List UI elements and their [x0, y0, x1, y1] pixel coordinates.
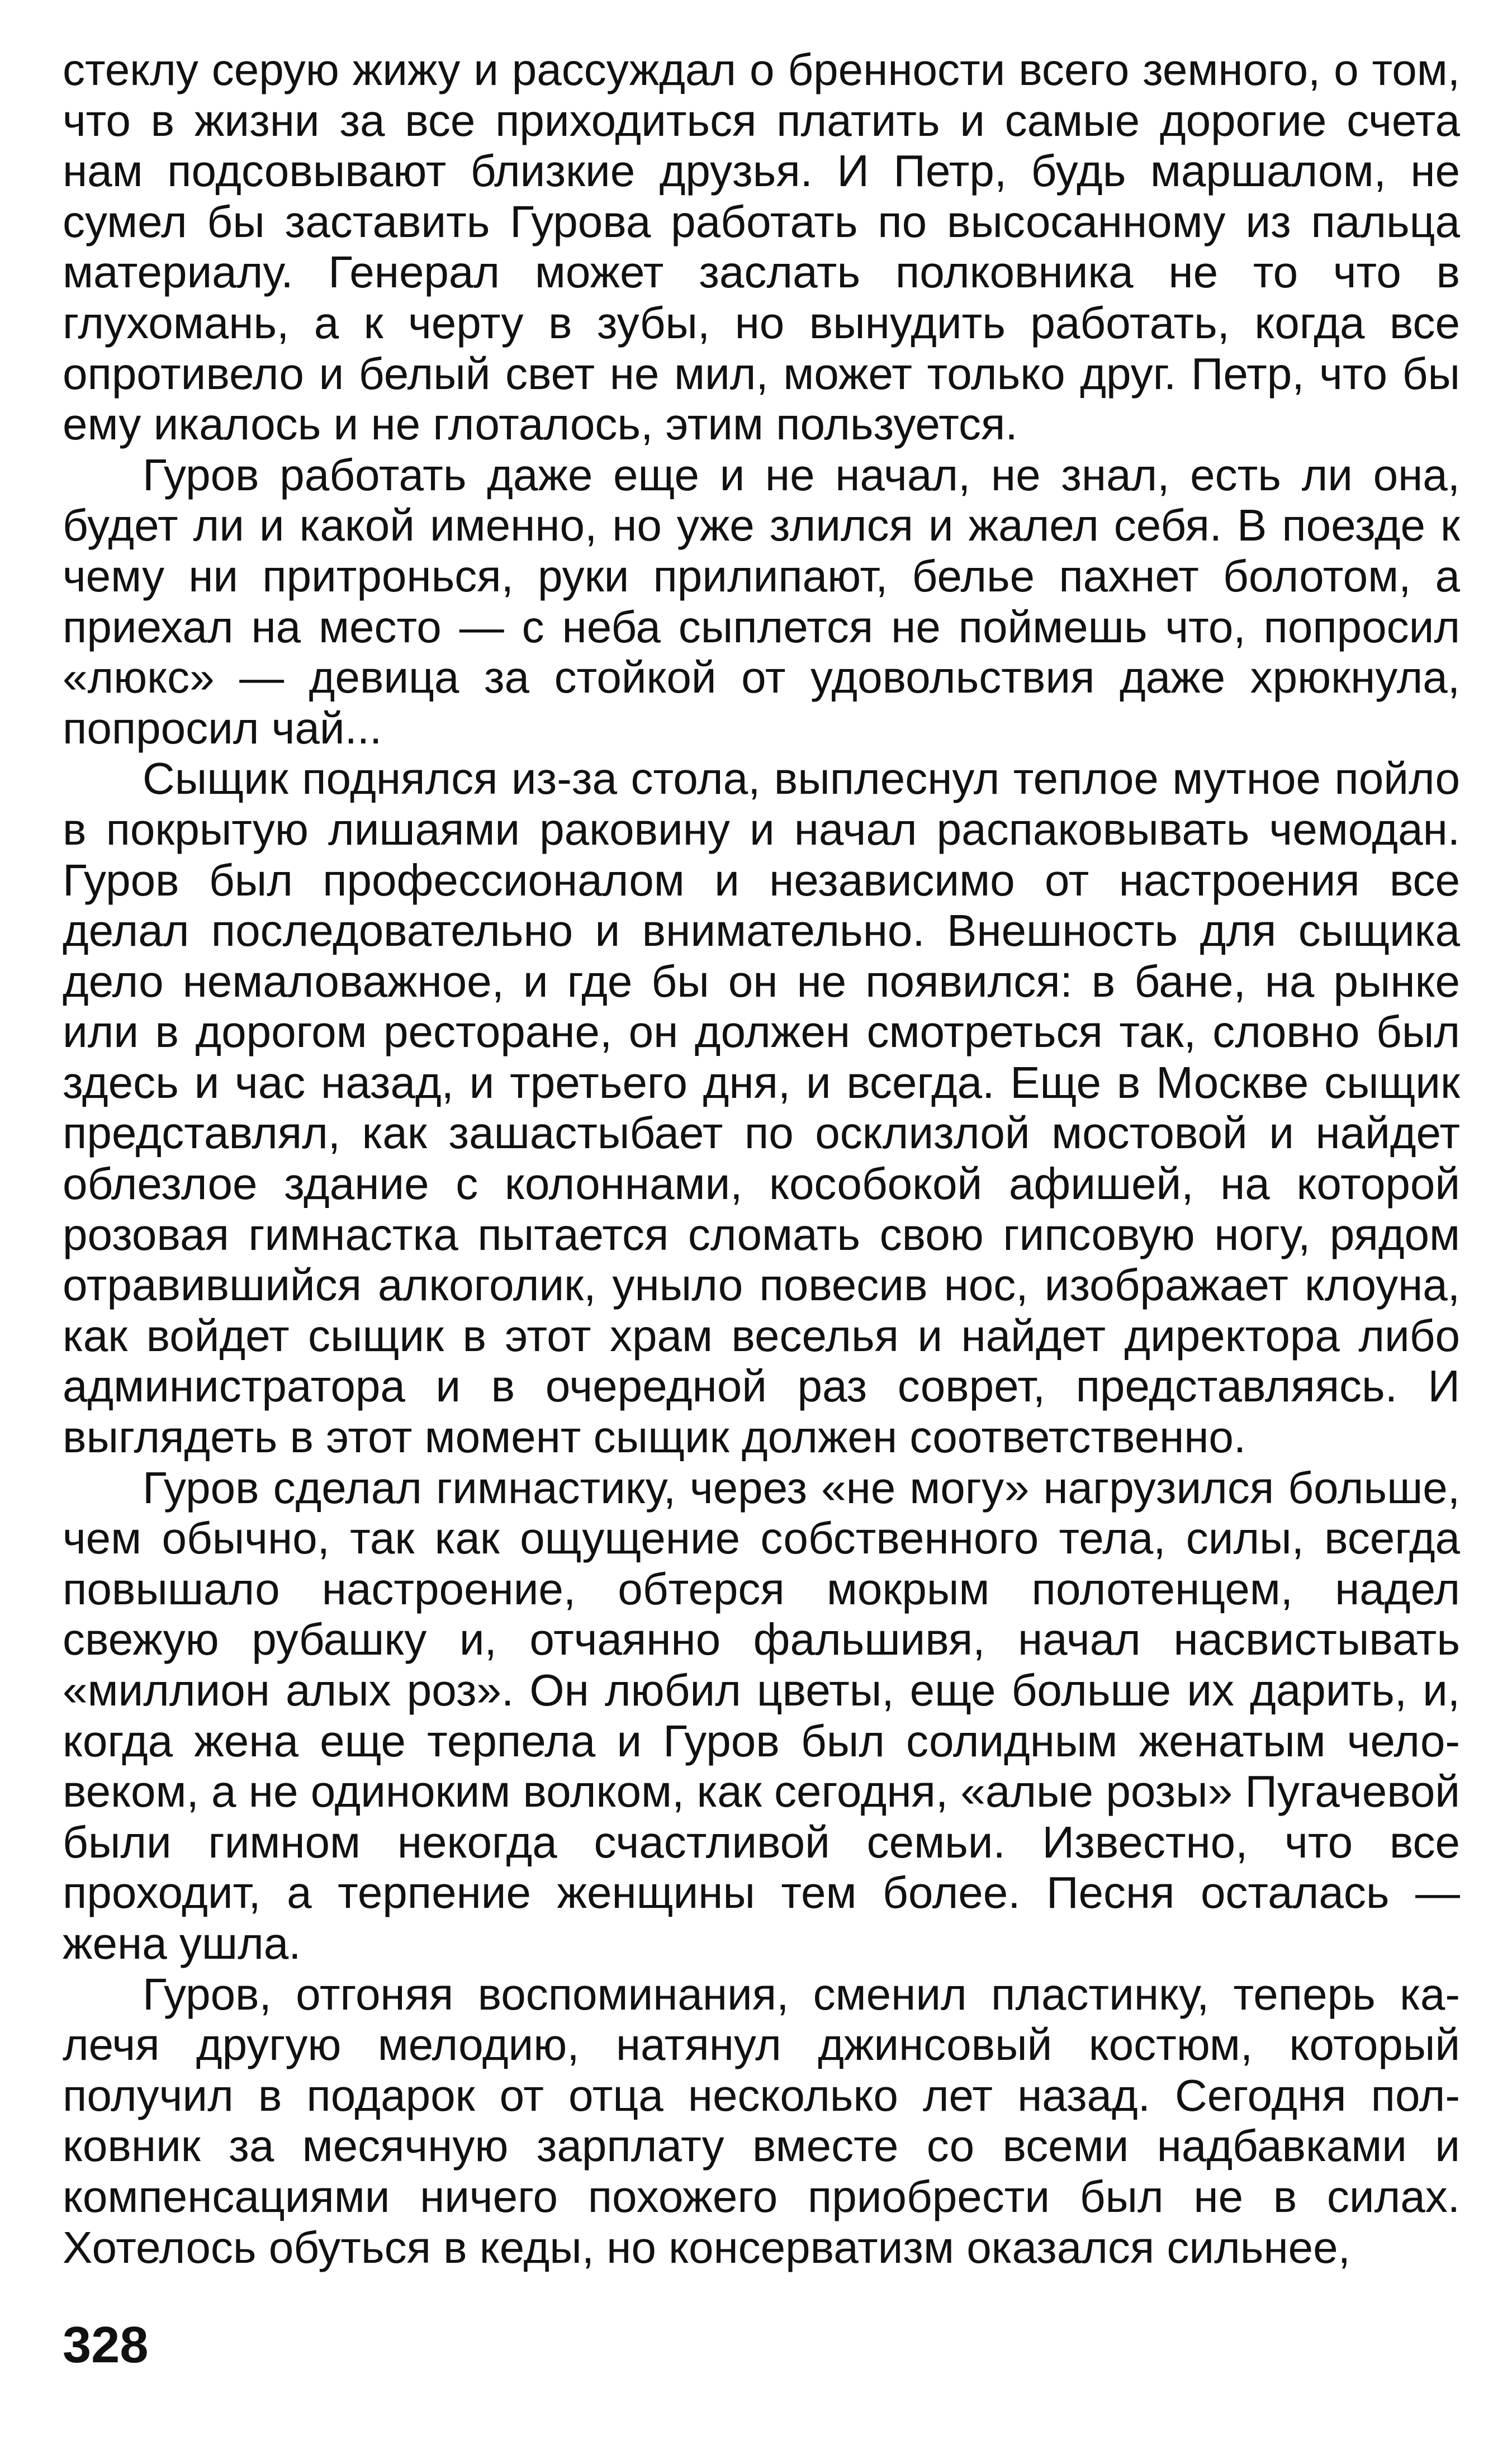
paragraph-4: Гуров сделал гимнастику, через «не могу» нагрузился больше, чем обычно, так как ощущение собственного тела, силы, всегда повышало настроение, обтерся мокрым полотенцем, надел свежую рубашку и, отчаянно фальшивя, начал насвистывать «миллион алых роз». Он любил цветы, еще больше их дарить, и, когда жена еще терпела и Гуров был солидным женатым человеком, а не одиноким волком, как сегодня, «алые розы» Пугачевой были гимном некогда счастливой семьи. Известно, что все проходит, а терпение женщины тем более. Песня осталась — жена ушла. [63, 1462, 1460, 1968]
paragraph-1: стеклу серую жижу и рассуждал о бренности всего земного, о том, что в жизни за все приходиться платить и самые дорогие счета нам подсовывают близкие друзья. И Петр, будь маршалом, не сумел бы заставить Гурова работать по высосанному из пальца материалу. Генерал может заслать полковника не то что в глухомань, а к черту в зубы, но вынудить работать, когда все опротивело и белый свет не мил, может только друг. Петр, что бы ему икалось и не глоталось, этим пользуется. [63, 45, 1460, 449]
book-page-text [63, 45, 1460, 2392]
paragraph-3: Сыщик поднялся из-за стола, выплеснул теплое мутное пойло в покрытую лишаями раковину и начал распаковывать чемодан. Гуров был профессионалом и независимо от настроения все делал последовательно и внимательно. Внешность для сыщика дело немаловажное, и где бы он не появился: в бане, на рынке или в дорогом ресторане, он должен смотреться так, словно был здесь и час назад, и третьего дня, и всегда. Еще в Москве сыщик представлял, как зашастыбает по осклизлой мостовой и найдет облезлое здание с колоннами, кособокой афишей, на которой розовая гимнастка пытается сломать свою гипсовую ногу, рядом отравившийся алкоголик, уныло повесив нос, изображает клоуна, как войдет сыщик в этот храм веселья и найдет директора либо администратора и в очередной раз соврет, представляясь. И выглядеть в этот момент сыщик должен соответственно. [63, 754, 1460, 1462]
paragraph-2: Гуров работать даже еще и не начал, не знал, есть ли она, будет ли и какой именно, но уже злился и жалел себя. В поезде к чему ни притронься, руки прилипают, белье пахнет болотом, а приехал на место — с неба сыплется не поймешь что, попросил «люкс» — девица за стойкой от удовольствия даже хрюкнула, попросил чай... [63, 449, 1460, 753]
page-number: 328 [63, 2316, 149, 2373]
paragraph-5: Гуров, отгоняя воспоминания, сменил пластинку, теперь калечя другую мелодию, натянул джинсовый костюм, который получил в подарок от отца несколько лет назад. Сегодня полковник за месячную зарплату вместе со всеми надбавками и компенсациями ничего похожего приобрести был не в силах. Хотелось обуться в кеды, но консерватизм оказался сильнее, [63, 1969, 1460, 2272]
